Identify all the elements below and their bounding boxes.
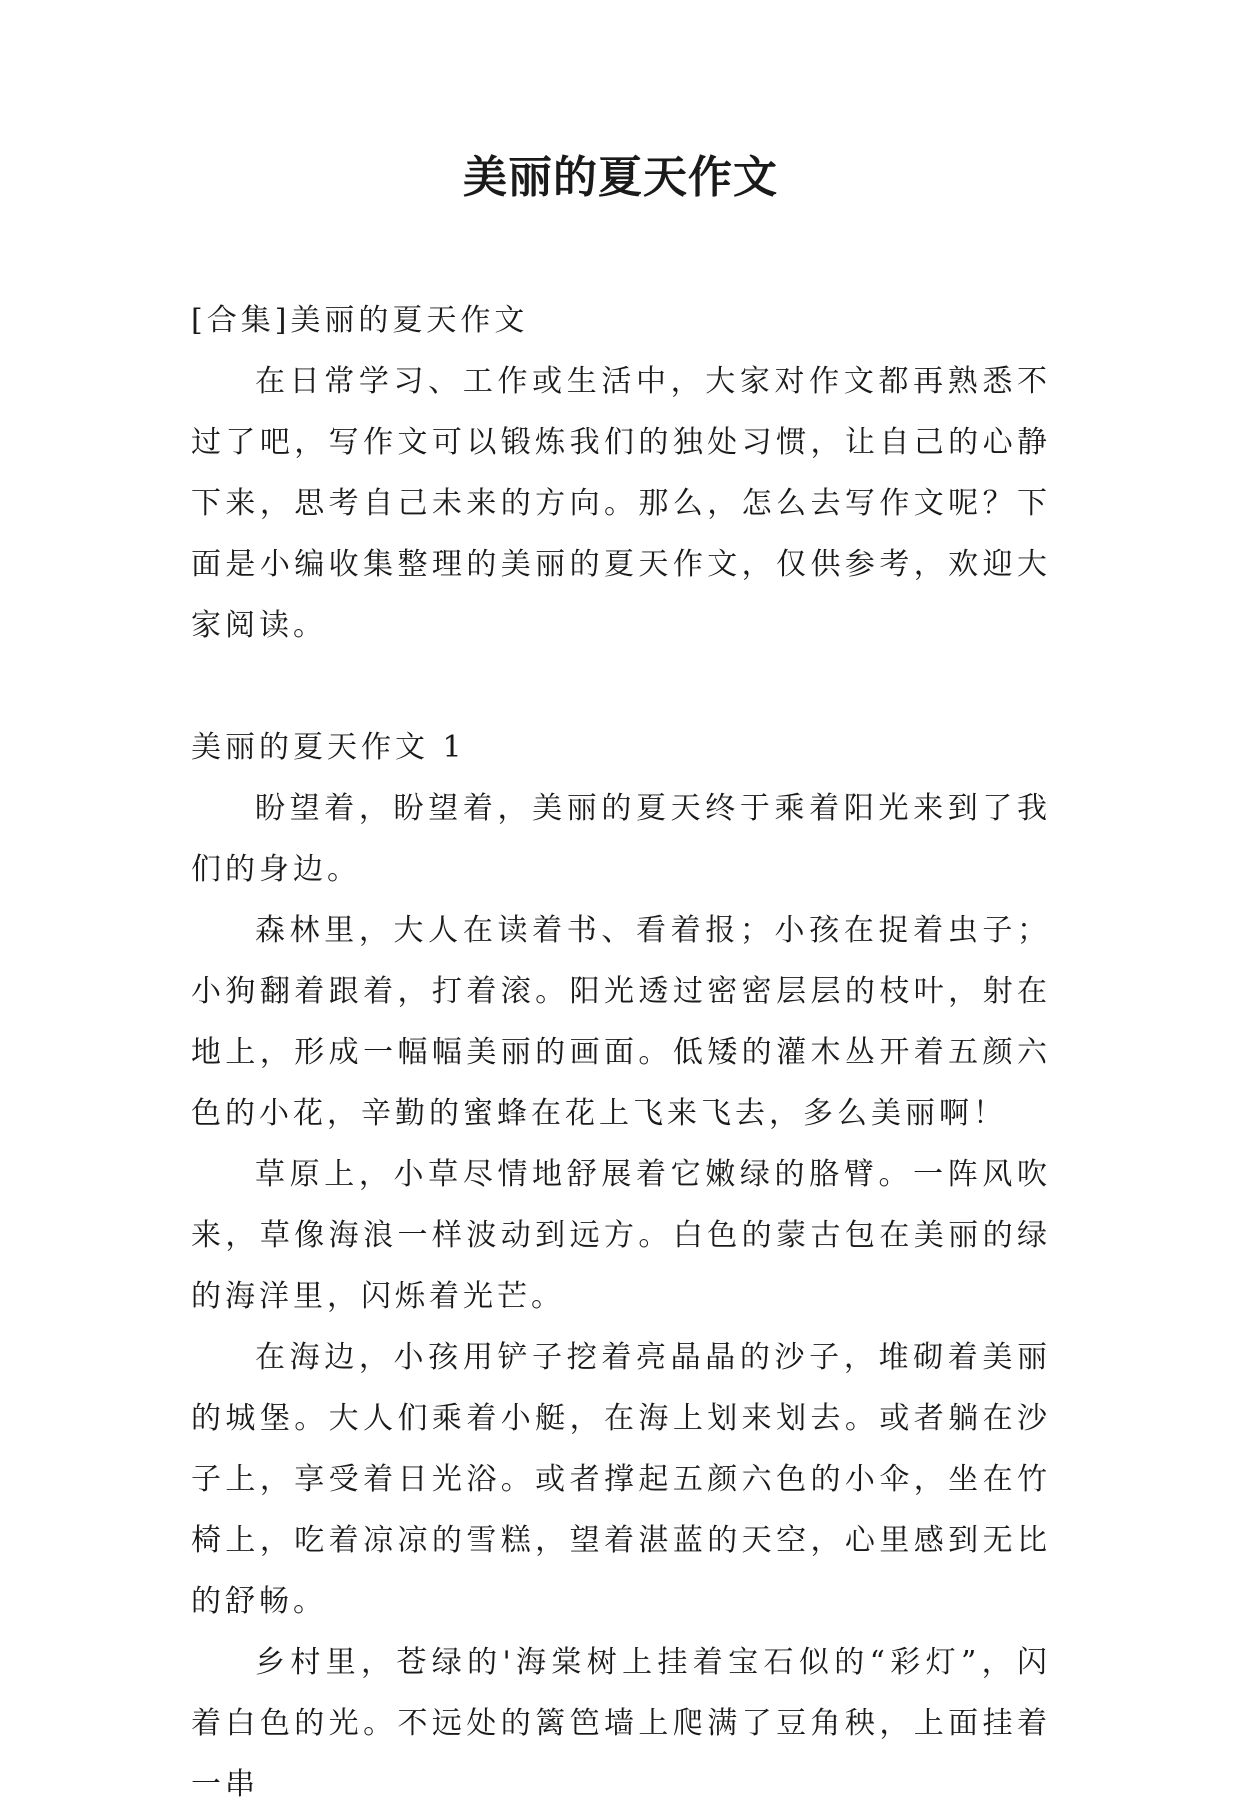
collection-heading: [合集]美丽的夏天作文	[191, 303, 529, 338]
document-body	[191, 290, 1051, 1815]
essay-paragraph: 乡村里，苍绿的'海棠树上挂着宝石似的“彩灯”，闪着白色的光。不远处的篱笆墙上爬满了豆角秧，上面挂着一串	[191, 1645, 1051, 1802]
essay-paragraph: 在海边，小孩用铲子挖着亮晶晶的沙子，堆砌着美丽的城堡。大人们乘着小艇，在海上划来划去。或者躺在沙子上，享受着日光浴。或者撑起五颜六色的小伞，坐在竹椅上，吃着凉凉的雪糕，望着湛蓝的天空，心里感到无比的舒畅。	[191, 1340, 1051, 1619]
essay-paragraph: 草原上，小草尽情地舒展着它嫩绿的胳臂。一阵风吹来，草像海浪一样波动到远方。白色的蒙古包在美丽的绿的海洋里，闪烁着光芒。	[191, 1157, 1051, 1314]
essay-paragraph: 森林里，大人在读着书、看着报；小孩在捉着虫子；小狗翻着跟着，打着滚。阳光透过密密层层的枝叶，射在地上，形成一幅幅美丽的画面。低矮的灌木丛开着五颜六色的小花，辛勤的蜜蜂在花上飞来飞去，多么美丽啊！	[191, 913, 1051, 1131]
intro-paragraph: 在日常学习、工作或生活中，大家对作文都再熟悉不过了吧，写作文可以锻炼我们的独处习惯，让自己的心静下来，思考自己未来的方向。那么，怎么去写作文呢？下面是小编收集整理的美丽的夏天作文，仅供参考，欢迎大家阅读。	[191, 364, 1051, 643]
essay-paragraph: 盼望着，盼望着，美丽的夏天终于乘着阳光来到了我们的身边。	[191, 791, 1051, 887]
essay-heading: 美丽的夏天作文 1	[191, 730, 466, 765]
section-spacer	[191, 656, 1051, 717]
document-title: 美丽的夏天作文	[463, 152, 778, 203]
